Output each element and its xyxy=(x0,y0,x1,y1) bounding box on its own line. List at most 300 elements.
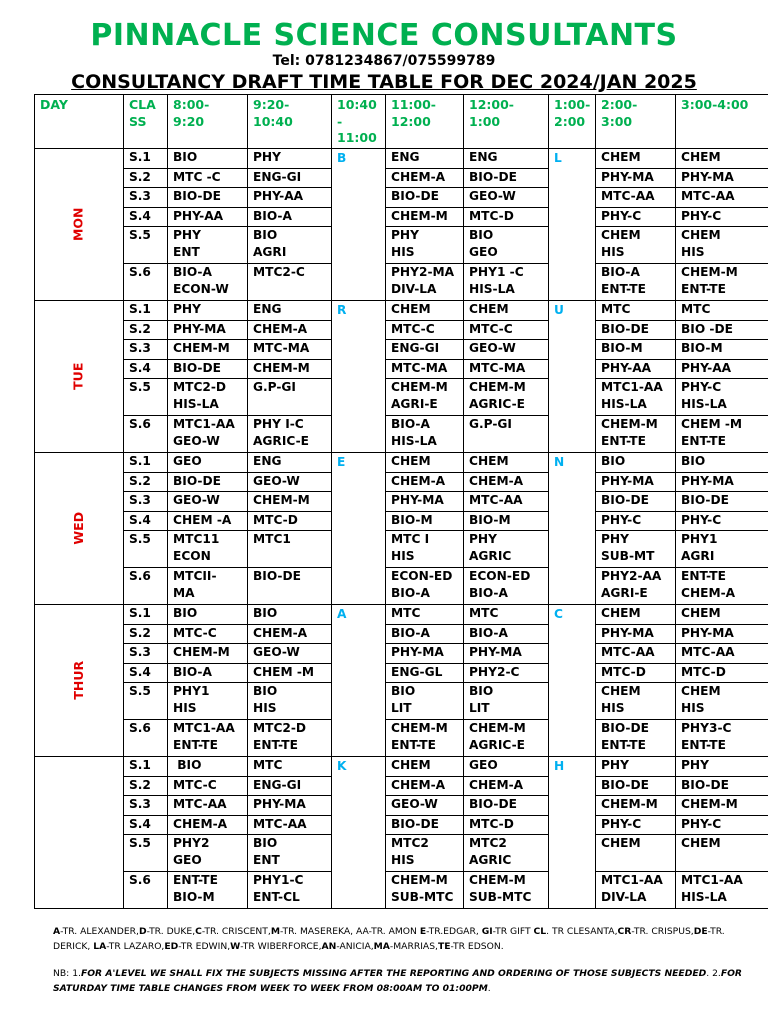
lesson-cell: CHEM-M ENT-TE xyxy=(676,264,768,301)
header-row xyxy=(35,95,768,149)
lesson-cell: MTC2-D ENT-TE xyxy=(248,720,332,757)
column-header: DAY xyxy=(35,95,124,149)
lesson-cell: MTC-AA xyxy=(676,644,768,664)
lesson-cell: BIO-DE xyxy=(386,188,464,208)
table-row xyxy=(35,416,768,453)
lesson-cell: ENT-TE CHEM-A xyxy=(676,568,768,605)
class-cell: S.3 xyxy=(124,188,168,208)
lesson-cell: MTC2 HIS xyxy=(386,835,464,872)
lesson-cell: BIO -DE xyxy=(676,320,768,340)
legend-code: GI xyxy=(481,926,493,937)
break-letter: A xyxy=(332,605,386,757)
lesson-cell: ENG xyxy=(386,149,464,169)
lesson-cell: PHY-MA xyxy=(386,492,464,512)
table-row xyxy=(35,149,768,169)
table-row xyxy=(35,815,768,835)
lesson-cell: BIO-DE xyxy=(168,472,248,492)
timetable-title: CONSULTANCY DRAFT TIME TABLE FOR DEC 2024/JAN 2025 xyxy=(71,71,697,93)
column-header: 10:40 - 11:00 xyxy=(332,95,386,149)
lesson-cell: BIO-A xyxy=(386,624,464,644)
lesson-cell: CHEM-M xyxy=(676,796,768,816)
lunch-letter: N xyxy=(549,453,596,605)
lesson-cell: ENG-GL xyxy=(386,663,464,683)
lesson-cell: MTC-MA xyxy=(464,359,549,379)
lesson-cell: CHEM xyxy=(596,605,676,625)
break-letter: K xyxy=(332,757,386,909)
legend-code: A xyxy=(53,926,61,937)
class-cell: S.4 xyxy=(124,359,168,379)
column-header: 8:00- 9:20 xyxy=(168,95,248,149)
lesson-cell: ENG-GI xyxy=(248,776,332,796)
lesson-cell: CHEM-A xyxy=(386,168,464,188)
lesson-cell: CHEM HIS xyxy=(596,227,676,264)
day-label: THUR xyxy=(70,661,86,700)
lesson-cell: PHY2-C xyxy=(464,663,549,683)
lesson-cell: ENG xyxy=(248,453,332,473)
lesson-cell: CHEM-M ENT-TE xyxy=(386,720,464,757)
lesson-cell: G.P-GI xyxy=(464,416,549,453)
table-row xyxy=(35,872,768,909)
lesson-cell: CHEM -M ENT-TE xyxy=(676,416,768,453)
table-row xyxy=(35,511,768,531)
lesson-cell: CHEM-M xyxy=(168,644,248,664)
note xyxy=(53,966,758,996)
lesson-cell: BIO ENT xyxy=(248,835,332,872)
lesson-cell: MTC-D xyxy=(464,207,549,227)
day-cell xyxy=(35,301,124,453)
lesson-cell: PHY-C xyxy=(596,815,676,835)
legend-code: CL xyxy=(533,926,547,937)
legend-code: C xyxy=(195,926,202,937)
telephone: Tel: 0781234867/075599789 xyxy=(272,53,496,69)
lesson-cell: CHEM xyxy=(676,605,768,625)
lesson-cell: PHY-MA xyxy=(168,320,248,340)
lesson-cell: ENG xyxy=(248,301,332,321)
lesson-cell: BIO-DE xyxy=(248,568,332,605)
legend-code: TE xyxy=(437,941,451,952)
lesson-cell: PHY-C xyxy=(596,207,676,227)
lesson-cell: MTC1-AA HIS-LA xyxy=(676,872,768,909)
lesson-cell: BIO xyxy=(596,453,676,473)
lesson-cell: PHY xyxy=(168,301,248,321)
legend-teacher: -TR. MASEREKA, AA-TR. AMON xyxy=(279,926,420,937)
lesson-cell: BIO-DE xyxy=(596,492,676,512)
lesson-cell: CHEM xyxy=(676,149,768,169)
lesson-cell: BIO-DE xyxy=(464,168,549,188)
class-cell: S.3 xyxy=(124,796,168,816)
lesson-cell: PHY3-C ENT-TE xyxy=(676,720,768,757)
lesson-cell: MTC I HIS xyxy=(386,531,464,568)
lesson-cell: MTC-AA xyxy=(168,796,248,816)
lesson-cell: CHEM-A xyxy=(168,815,248,835)
lesson-cell: PHY-C xyxy=(676,207,768,227)
lesson-cell: ENG-GI xyxy=(248,168,332,188)
table-row xyxy=(35,757,768,777)
legend-teacher: -TR. ALEXANDER, xyxy=(60,926,139,937)
lesson-cell: BIO-DE xyxy=(676,776,768,796)
column-header: 9:20- 10:40 xyxy=(248,95,332,149)
teacher-legend xyxy=(53,924,753,954)
lesson-cell: CHEM-A xyxy=(248,320,332,340)
lesson-cell: GEO-W xyxy=(168,492,248,512)
lesson-cell: BIO-M xyxy=(596,340,676,360)
lesson-cell: PHY ENT xyxy=(168,227,248,264)
class-cell: S.2 xyxy=(124,776,168,796)
class-cell: S.1 xyxy=(124,605,168,625)
lesson-cell: CHEM-M xyxy=(248,492,332,512)
table-row xyxy=(35,776,768,796)
lesson-cell: BIO xyxy=(248,605,332,625)
class-cell: S.3 xyxy=(124,340,168,360)
lesson-cell: PHY1-C ENT-CL xyxy=(248,872,332,909)
class-cell: S.2 xyxy=(124,624,168,644)
lesson-cell: GEO-W xyxy=(248,644,332,664)
lesson-cell: BIO-DE xyxy=(168,188,248,208)
table-row xyxy=(35,720,768,757)
note-prefix: NB: 1. xyxy=(53,968,81,979)
lesson-cell: PHY HIS xyxy=(386,227,464,264)
legend-teacher: -TR. CRISCENT, xyxy=(201,926,271,937)
lesson-cell: BIO-A xyxy=(168,663,248,683)
lesson-cell: MTC-D xyxy=(464,815,549,835)
class-cell: S.1 xyxy=(124,757,168,777)
lesson-cell: BIO-A HIS-LA xyxy=(386,416,464,453)
lesson-cell: CHEM HIS xyxy=(596,683,676,720)
lesson-cell: BIO GEO xyxy=(464,227,549,264)
legend-teacher: -TR. CRISPUS, xyxy=(631,926,694,937)
table-row xyxy=(35,796,768,816)
lesson-cell: CHEM-A xyxy=(464,472,549,492)
class-cell: S.1 xyxy=(124,453,168,473)
break-letter: R xyxy=(332,301,386,453)
lesson-cell: MTC-C xyxy=(386,320,464,340)
legend-code: ED xyxy=(164,941,179,952)
class-cell: S.4 xyxy=(124,815,168,835)
lesson-cell: CHEM xyxy=(676,835,768,872)
table-row xyxy=(35,453,768,473)
lesson-cell: PHY-MA xyxy=(596,624,676,644)
table-row xyxy=(35,683,768,720)
lesson-cell: GEO-W xyxy=(248,472,332,492)
lesson-cell: MTC-D xyxy=(596,663,676,683)
column-header: CLA SS xyxy=(124,95,168,149)
legend-code: CR xyxy=(617,926,632,937)
lesson-cell: BIO xyxy=(168,149,248,169)
lesson-cell: PHY2 GEO xyxy=(168,835,248,872)
day-label: MON xyxy=(70,207,86,242)
lesson-cell: PHY-AA xyxy=(168,207,248,227)
column-header: 1:00- 2:00 xyxy=(549,95,596,149)
day-label: TUE xyxy=(70,362,86,391)
class-cell: S.2 xyxy=(124,168,168,188)
lesson-cell: MTC2 AGRIC xyxy=(464,835,549,872)
legend-teacher: -TR. DERICK, xyxy=(53,926,725,952)
lesson-cell: PHY1 HIS xyxy=(168,683,248,720)
lesson-cell: MTC-C xyxy=(168,624,248,644)
legend-teacher: -TR LAZARO, xyxy=(106,941,165,952)
lesson-cell: MTC -C xyxy=(168,168,248,188)
table-row xyxy=(35,568,768,605)
lesson-cell: BIO xyxy=(168,757,248,777)
lesson-cell: MTC-AA xyxy=(596,188,676,208)
table-row xyxy=(35,168,768,188)
lesson-cell: CHEM -A xyxy=(168,511,248,531)
table-row xyxy=(35,472,768,492)
class-cell: S.6 xyxy=(124,720,168,757)
table-row xyxy=(35,624,768,644)
column-header: 12:00- 1:00 xyxy=(464,95,549,149)
timetable xyxy=(34,94,768,909)
lesson-cell: CHEM xyxy=(596,835,676,872)
lesson-cell: BIO-DE xyxy=(168,359,248,379)
legend-teacher: . TR CLESANTA, xyxy=(546,926,618,937)
legend-code: W xyxy=(230,941,241,952)
lesson-cell: PHY-MA xyxy=(464,644,549,664)
lesson-cell: MTC-AA xyxy=(248,815,332,835)
lesson-cell: MTC-D xyxy=(676,663,768,683)
lesson-cell: MTCII- MA xyxy=(168,568,248,605)
lesson-cell: BIO-DE xyxy=(596,320,676,340)
lesson-cell: ENG-GI xyxy=(386,340,464,360)
lesson-cell: BIO-DE xyxy=(386,815,464,835)
lesson-cell: CHEM xyxy=(464,453,549,473)
lesson-cell: BIO AGRI xyxy=(248,227,332,264)
class-cell: S.4 xyxy=(124,207,168,227)
lesson-cell: PHY-MA xyxy=(596,168,676,188)
lesson-cell: BIO-A ECON-W xyxy=(168,264,248,301)
school-title: PINNACLE SCIENCE CONSULTANTS xyxy=(90,18,678,53)
lesson-cell: PHY-MA xyxy=(386,644,464,664)
lesson-cell: MTC-MA xyxy=(386,359,464,379)
lesson-cell: MTC1-AA DIV-LA xyxy=(596,872,676,909)
lesson-cell: BIO-A xyxy=(248,207,332,227)
lesson-cell: CHEM xyxy=(386,757,464,777)
lesson-cell: MTC xyxy=(676,301,768,321)
legend-code: DE xyxy=(693,926,708,937)
table-row xyxy=(35,207,768,227)
class-cell: S.5 xyxy=(124,835,168,872)
column-header: 11:00- 12:00 xyxy=(386,95,464,149)
lesson-cell: ECON-ED BIO-A xyxy=(464,568,549,605)
lesson-cell: CHEM-M xyxy=(248,359,332,379)
legend-code: AN xyxy=(321,941,337,952)
lesson-cell: BIO xyxy=(676,453,768,473)
class-cell: S.4 xyxy=(124,663,168,683)
lesson-cell: ENT-TE BIO-M xyxy=(168,872,248,909)
legend-code: M xyxy=(270,926,280,937)
lesson-cell: BIO HIS xyxy=(248,683,332,720)
legend-teacher: -TR EDWIN, xyxy=(178,941,231,952)
lesson-cell: PHY xyxy=(596,757,676,777)
legend-teacher: -MARRIAS, xyxy=(389,941,438,952)
lesson-cell: CHEM HIS xyxy=(676,227,768,264)
lesson-cell: MTC1 xyxy=(248,531,332,568)
table-row xyxy=(35,188,768,208)
lesson-cell: CHEM xyxy=(596,149,676,169)
lesson-cell: BIO-M xyxy=(464,511,549,531)
lunch-letter: C xyxy=(549,605,596,757)
lesson-cell: PHY2-AA AGRI-E xyxy=(596,568,676,605)
lesson-cell: MTC-AA xyxy=(596,644,676,664)
lunch-letter: H xyxy=(549,757,596,909)
lesson-cell: PHY-MA xyxy=(248,796,332,816)
lesson-cell: PHY xyxy=(248,149,332,169)
note-point-1: FOR A'LEVEL WE SHALL FIX THE SUBJECTS MISSING AFTER THE REPORTING AND ORDERING OF THOSE SUBJECTS NEEDED xyxy=(80,968,707,979)
lesson-cell: PHY-AA xyxy=(248,188,332,208)
lesson-cell: CHEM-M xyxy=(168,340,248,360)
day-cell xyxy=(35,605,124,757)
day-cell xyxy=(35,757,124,909)
lesson-cell: PHY-MA xyxy=(676,472,768,492)
class-cell: S.5 xyxy=(124,227,168,264)
legend-teacher: -TR. DUKE, xyxy=(146,926,196,937)
lesson-cell: CHEM -M xyxy=(248,663,332,683)
table-row xyxy=(35,379,768,416)
lesson-cell: MTC xyxy=(248,757,332,777)
lesson-cell: BIO-DE xyxy=(596,776,676,796)
lesson-cell: CHEM-M AGRIC-E xyxy=(464,379,549,416)
lesson-cell: BIO LIT xyxy=(464,683,549,720)
table-row xyxy=(35,320,768,340)
lesson-cell: CHEM xyxy=(386,453,464,473)
class-cell: S.2 xyxy=(124,472,168,492)
lesson-cell: PHY-MA xyxy=(676,168,768,188)
lesson-cell: PHY-AA xyxy=(676,359,768,379)
column-header: 3:00-4:00 xyxy=(676,95,768,149)
lesson-cell: CHEM-M xyxy=(386,207,464,227)
lesson-cell: CHEM-M AGRIC-E xyxy=(464,720,549,757)
legend-teacher: -TR.EDGAR, xyxy=(426,926,482,937)
lesson-cell: PHY1 AGRI xyxy=(676,531,768,568)
class-cell: S.5 xyxy=(124,683,168,720)
legend-code: LA xyxy=(93,941,107,952)
class-cell: S.3 xyxy=(124,492,168,512)
lesson-cell: BIO xyxy=(168,605,248,625)
lesson-cell: MTC-D xyxy=(248,511,332,531)
lesson-cell: GEO-W xyxy=(464,340,549,360)
lesson-cell: MTC11 ECON xyxy=(168,531,248,568)
lesson-cell: CHEM-M SUB-MTC xyxy=(464,872,549,909)
legend-code: MA xyxy=(373,941,390,952)
table-row xyxy=(35,663,768,683)
lesson-cell: BIO-A xyxy=(464,624,549,644)
table-row xyxy=(35,531,768,568)
lesson-cell: MTC2-C xyxy=(248,264,332,301)
lesson-cell: PHY-C xyxy=(676,815,768,835)
day-label: WED xyxy=(70,512,86,545)
lesson-cell: ENG xyxy=(464,149,549,169)
lesson-cell: CHEM-A xyxy=(386,472,464,492)
legend-code: D xyxy=(138,926,147,937)
lesson-cell: CHEM-A xyxy=(248,624,332,644)
lesson-cell: MTC1-AA HIS-LA xyxy=(596,379,676,416)
lesson-cell: BIO-M xyxy=(676,340,768,360)
class-cell: S.4 xyxy=(124,511,168,531)
lesson-cell: CHEM-M AGRI-E xyxy=(386,379,464,416)
lesson-cell: PHY-MA xyxy=(596,472,676,492)
lesson-cell: MTC xyxy=(386,605,464,625)
table-row xyxy=(35,605,768,625)
lesson-cell: PHY xyxy=(676,757,768,777)
legend-code: E xyxy=(419,926,427,937)
class-cell: S.6 xyxy=(124,568,168,605)
lesson-cell: BIO-A ENT-TE xyxy=(596,264,676,301)
class-cell: S.5 xyxy=(124,531,168,568)
lesson-cell: CHEM-M ENT-TE xyxy=(596,416,676,453)
table-row xyxy=(35,359,768,379)
table-row xyxy=(35,301,768,321)
class-cell: S.1 xyxy=(124,149,168,169)
lesson-cell: PHY-C xyxy=(676,511,768,531)
lesson-cell: GEO-W xyxy=(464,188,549,208)
legend-teacher: -ANICIA, xyxy=(336,941,374,952)
note-separator: . 2. xyxy=(706,968,721,979)
lesson-cell: MTC2-D HIS-LA xyxy=(168,379,248,416)
lesson-cell: CHEM-A xyxy=(464,776,549,796)
table-row xyxy=(35,644,768,664)
table-row xyxy=(35,492,768,512)
lesson-cell: PHY-C HIS-LA xyxy=(676,379,768,416)
lesson-cell: GEO-W xyxy=(386,796,464,816)
lesson-cell: G.P-GI xyxy=(248,379,332,416)
legend-teacher: -TR GIFT xyxy=(492,926,534,937)
lesson-cell: MTC xyxy=(464,605,549,625)
lesson-cell: CHEM-A xyxy=(386,776,464,796)
lesson-cell: MTC-AA xyxy=(676,188,768,208)
lesson-cell: PHY-MA xyxy=(676,624,768,644)
lesson-cell: PHY-C xyxy=(596,511,676,531)
day-cell xyxy=(35,453,124,605)
lesson-cell: MTC1-AA ENT-TE xyxy=(168,720,248,757)
lesson-cell: MTC1-AA GEO-W xyxy=(168,416,248,453)
lesson-cell: GEO xyxy=(464,757,549,777)
class-cell: S.5 xyxy=(124,379,168,416)
lesson-cell: CHEM-M xyxy=(596,796,676,816)
note-end: . xyxy=(487,983,491,994)
lesson-cell: PHY-AA xyxy=(596,359,676,379)
table-row xyxy=(35,340,768,360)
lesson-cell: CHEM xyxy=(464,301,549,321)
table-row xyxy=(35,264,768,301)
lunch-letter: U xyxy=(549,301,596,453)
lesson-cell: CHEM-M SUB-MTC xyxy=(386,872,464,909)
lesson-cell: MTC-MA xyxy=(248,340,332,360)
lesson-cell: MTC-C xyxy=(168,776,248,796)
lesson-cell: MTC-C xyxy=(464,320,549,340)
lesson-cell: BIO LIT xyxy=(386,683,464,720)
class-cell: S.6 xyxy=(124,264,168,301)
class-cell: S.2 xyxy=(124,320,168,340)
lesson-cell: GEO xyxy=(168,453,248,473)
table-row xyxy=(35,835,768,872)
class-cell: S.3 xyxy=(124,644,168,664)
lesson-cell: ECON-ED BIO-A xyxy=(386,568,464,605)
lesson-cell: CHEM xyxy=(386,301,464,321)
note-point-2: FOR SATURDAY TIME TABLE CHANGES FROM WEEK TO WEEK FROM 08:00AM TO 01:00PM xyxy=(53,968,743,994)
lesson-cell: CHEM HIS xyxy=(676,683,768,720)
column-header: 2:00- 3:00 xyxy=(596,95,676,149)
lunch-letter: L xyxy=(549,149,596,301)
legend-teacher: -TR EDSON. xyxy=(450,941,504,952)
class-cell: S.1 xyxy=(124,301,168,321)
lesson-cell: MTC-AA xyxy=(464,492,549,512)
lesson-cell: BIO-DE xyxy=(464,796,549,816)
legend-teacher: -TR WIBERFORCE, xyxy=(240,941,322,952)
lesson-cell: BIO-DE ENT-TE xyxy=(596,720,676,757)
break-letter: B xyxy=(332,149,386,301)
class-cell: S.6 xyxy=(124,872,168,909)
class-cell: S.6 xyxy=(124,416,168,453)
